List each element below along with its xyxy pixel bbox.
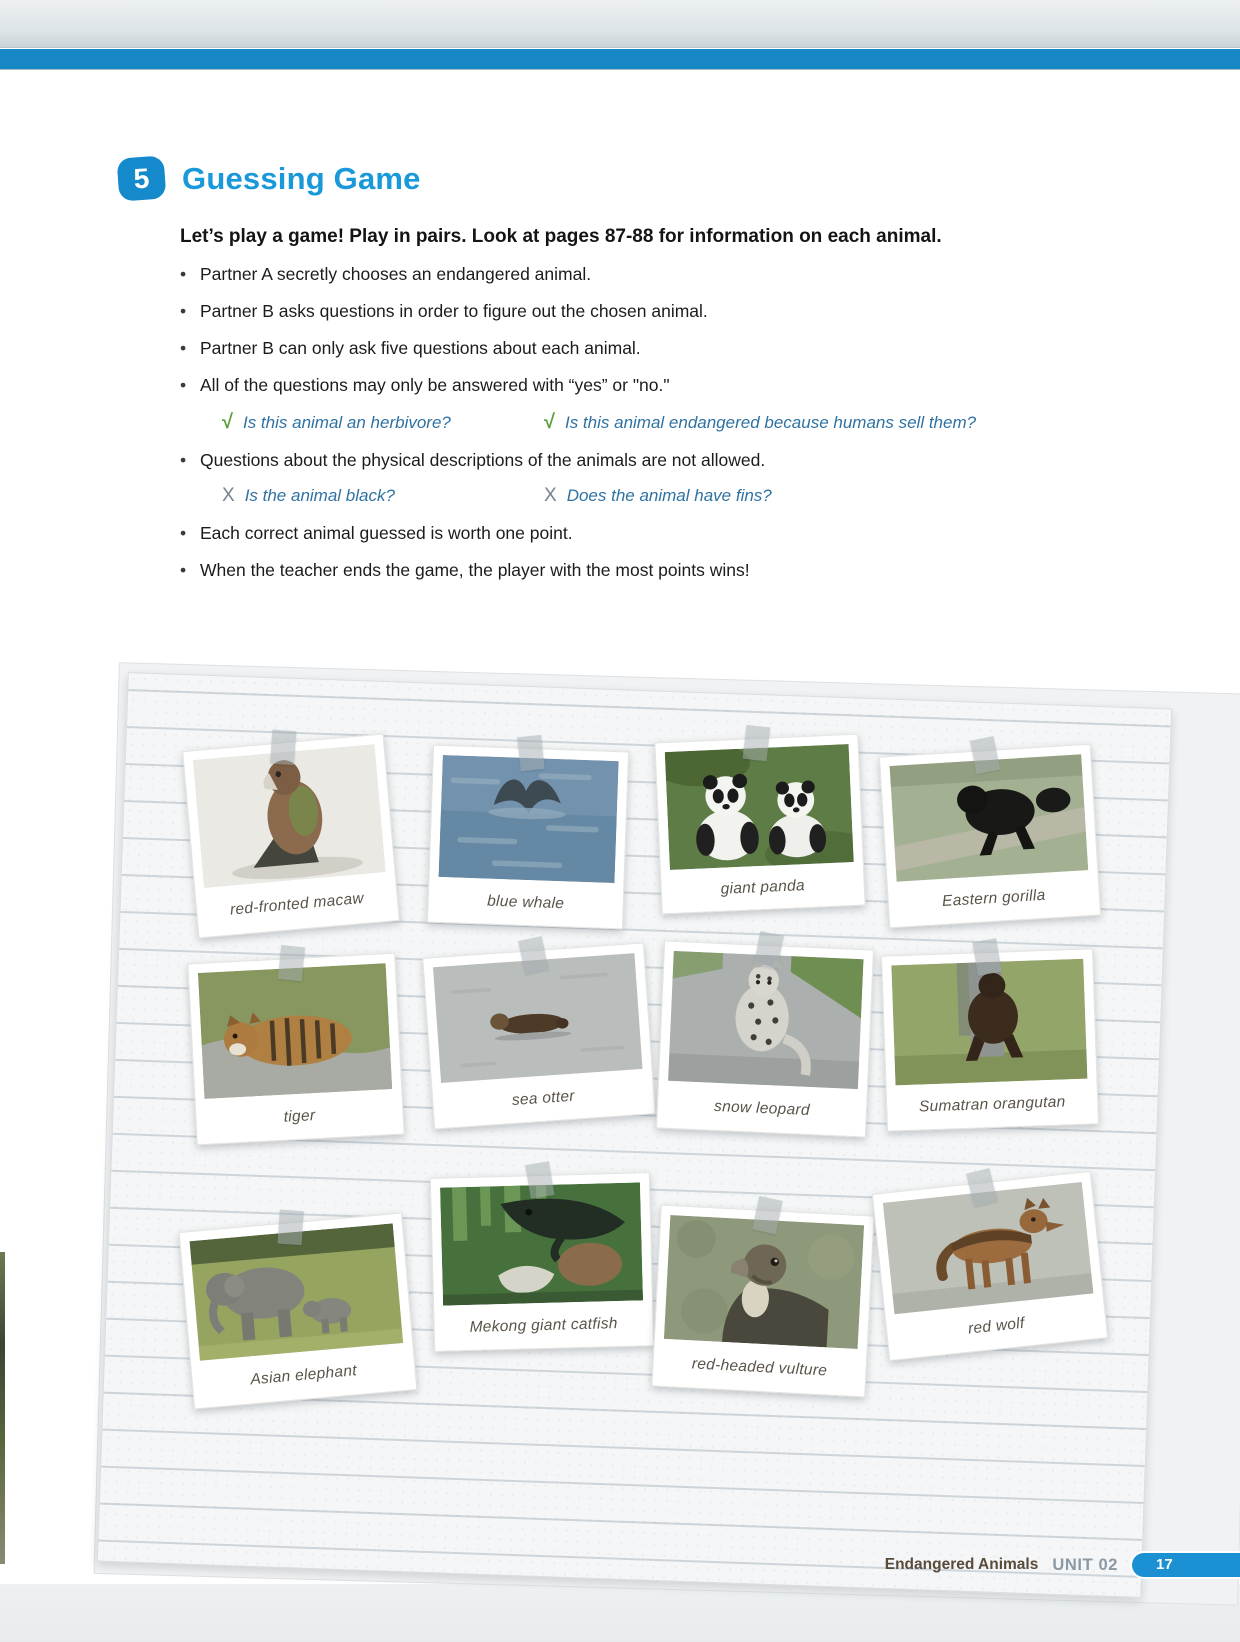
example-question	[222, 485, 544, 507]
rules-list	[180, 262, 1100, 595]
question-text: Is this animal endangered because humans sell them?	[564, 412, 977, 432]
polaroid-caption: tiger	[283, 1106, 316, 1126]
check-icon: √	[222, 410, 233, 433]
polaroid-caption: snow leopard	[713, 1097, 811, 1119]
cross-icon: X	[222, 484, 235, 506]
page-top-band	[0, 0, 1240, 48]
rule-item	[180, 262, 1100, 286]
rule-text: • Partner B can only ask five questions about each animal.	[200, 338, 641, 359]
polaroid-caption: red wolf	[967, 1314, 1026, 1338]
rule-text: • When the teacher ends the game, the player with the most points wins!	[200, 559, 750, 580]
check-icon: √	[544, 410, 555, 433]
page-edge-strip	[0, 1252, 5, 1564]
rule-item	[180, 373, 1100, 397]
polaroid-caption: Mekong giant catfish	[469, 1314, 618, 1336]
example-question	[544, 485, 772, 507]
page-footer	[885, 1550, 1240, 1580]
notebook-paper	[97, 672, 1172, 1598]
polaroid-caption: red-headed vulture	[691, 1354, 828, 1379]
unit-label: UNIT 02	[1052, 1555, 1118, 1574]
polaroid-caption: red-fronted macaw	[229, 889, 365, 919]
activity-instructions: Let’s play a game! Play in pairs. Look at pages 87-88 for information on each animal.	[180, 226, 942, 247]
section-header	[118, 157, 421, 200]
polaroid-caption: Sumatran orangutan	[918, 1092, 1066, 1116]
question-text: Is this animal an herbivore?	[242, 412, 451, 432]
polaroid-caption: giant panda	[720, 876, 806, 898]
section-title: Guessing Game	[182, 160, 421, 196]
example-question	[544, 411, 976, 434]
polaroid-caption: blue whale	[486, 892, 565, 912]
example-questions-row	[222, 485, 1100, 507]
cross-icon: X	[544, 484, 557, 506]
polaroid-caption: Asian elephant	[249, 1361, 358, 1388]
section-number-badge: 5	[117, 155, 167, 201]
polaroid-caption: sea otter	[511, 1087, 576, 1109]
page-top-rule	[0, 49, 1240, 70]
rule-text: • Each correct animal guessed is worth one point.	[200, 522, 573, 543]
rule-text: • All of the questions may only be answered with “yes” or "no."	[200, 375, 670, 396]
rule-item	[180, 299, 1100, 323]
question-text: Does the animal have fins?	[566, 485, 772, 505]
question-text: Is the animal black?	[244, 485, 395, 505]
rule-text: • Questions about the physical descriptions of the animals are not allowed.	[200, 449, 766, 470]
example-questions-row	[222, 411, 1100, 434]
book-title: Endangered Animals	[884, 1556, 1039, 1573]
polaroid-caption: Eastern gorilla	[941, 886, 1046, 910]
rule-text: • Partner A secretly chooses an endangered animal.	[200, 264, 592, 284]
rule-item	[180, 448, 1100, 472]
rule-item	[180, 336, 1100, 360]
example-question	[222, 411, 544, 434]
rule-text: • Partner B asks questions in order to figure out the chosen animal.	[200, 301, 708, 322]
rule-item	[180, 558, 1100, 582]
page-number-badge: 17	[1130, 1551, 1240, 1579]
rule-item	[180, 521, 1100, 545]
